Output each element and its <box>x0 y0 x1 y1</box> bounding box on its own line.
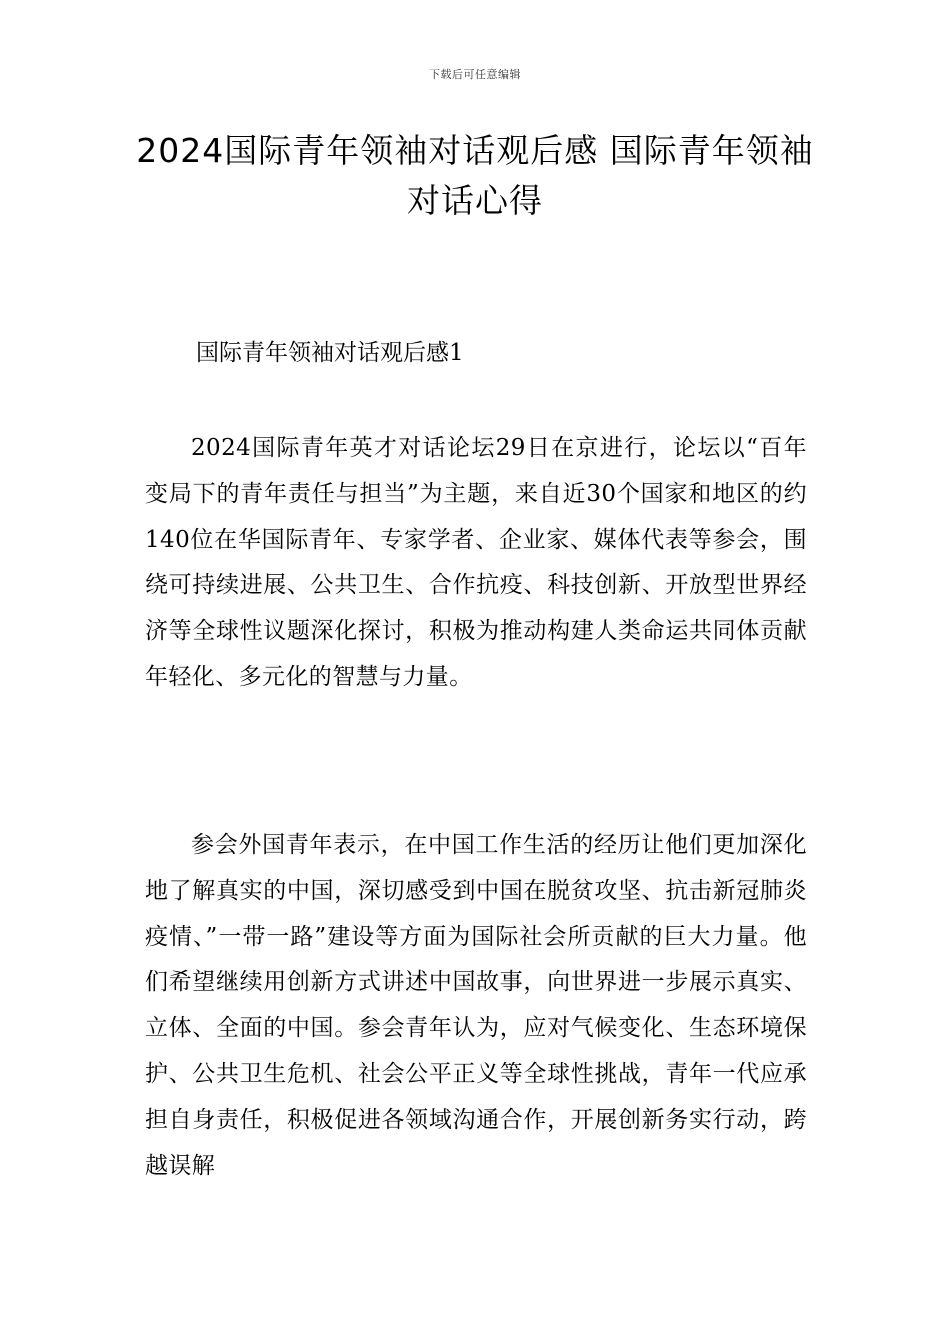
body-paragraph: 参会外国青年表示，在中国工作生活的经历让他们更加深化地了解真实的中国，深切感受到中国在脱贫攻坚、抗击新冠肺炎疫情、”一带一路”建设等方面为国际社会所贡献的巨大力量。他们希望继续用创新方式讲述中国故事，向世界进一步展示真实、立体、全面的中国。参会青年认为，应对气候变化、生态环境保护、公共卫生危机、社会公平正义等全球性挑战，青年一代应承担自身责任，积极促进各领域沟通合作，开展创新务实行动，跨越误解 <box>145 832 807 1179</box>
body-paragraph: 2024国际青年英才对话论坛29日在京进行，论坛以“百年变局下的青年责任与担当”为主题，来自近30个国家和地区的约140位在华国际青年、专家学者、企业家、媒体代表等参会，围绕可持续进展、公共卫生、合作抗疫、科技创新、开放型世界经济等全球性议题深化探讨，积极为推动构建人类命运共同体贡献年轻化、多元化的智慧与力量。 <box>145 435 807 690</box>
document-title: 2024国际青年领袖对话观后感 国际青年领袖对话心得 <box>136 131 814 220</box>
header-note: 下载后可任意编辑 <box>429 68 521 81</box>
section-heading: 国际青年领袖对话观后感1 <box>196 340 464 366</box>
